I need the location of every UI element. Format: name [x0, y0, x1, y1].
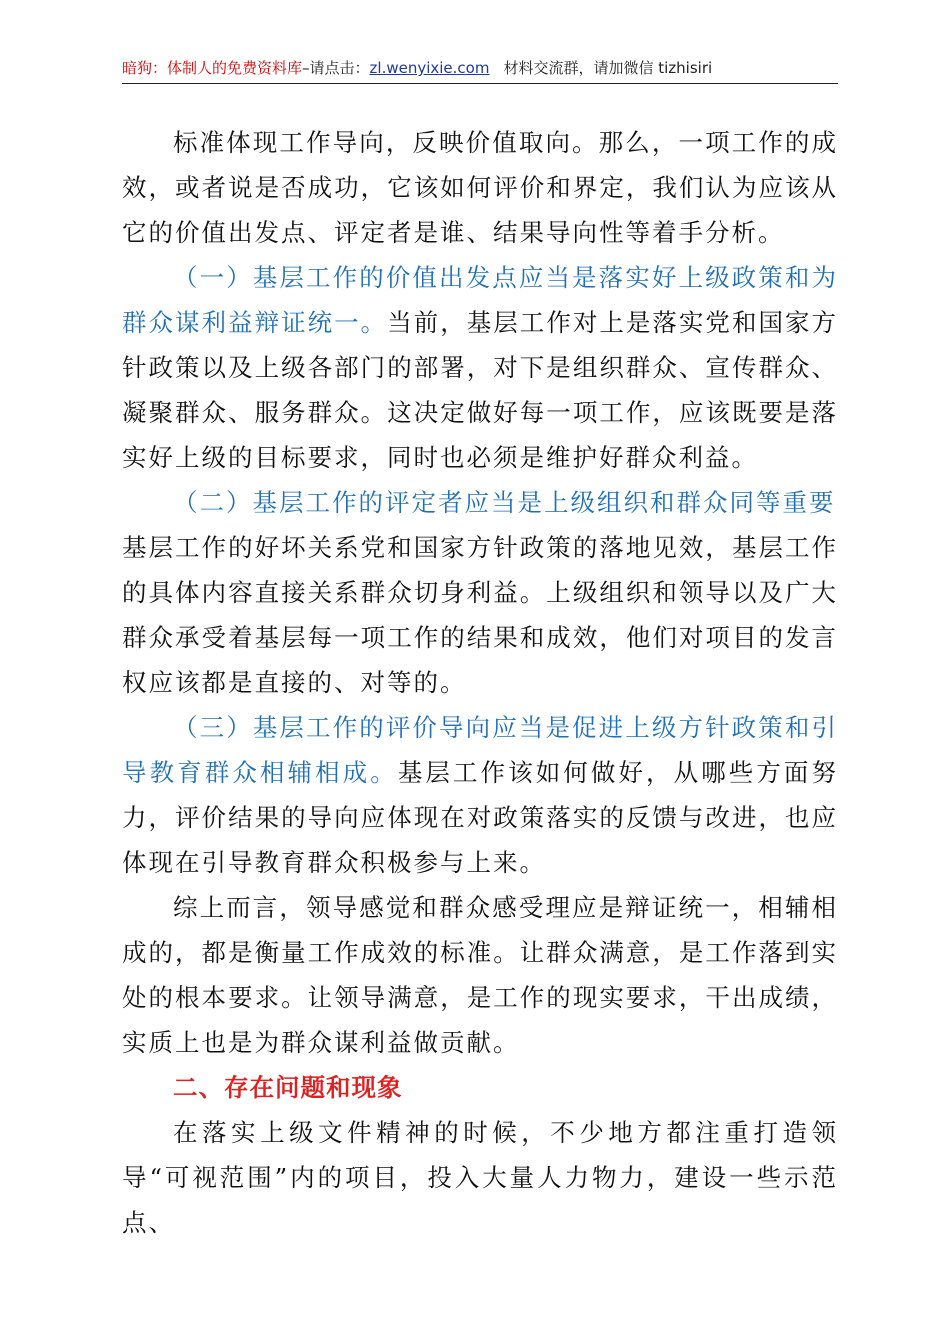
paragraph-orientation — [122, 705, 838, 885]
header-prompt: –请点击： — [302, 59, 370, 77]
header-link[interactable]: zl.wenyixie.com — [369, 59, 490, 77]
document-body — [122, 120, 838, 1245]
paragraph-problems: 在落实上级文件精神的时候，不少地方都注重打造领导“可视范围”内的项目，投入大量人力物力，建设一些示范点、 — [122, 1118, 838, 1237]
paragraph-value-origin — [122, 255, 838, 480]
paragraph-evaluators-body: 基层工作的好坏关系党和国家方针政策的落地见效，基层工作的具体内容直接关系群众切身利益。上级组织和领导以及广大群众承受着基层每一项工作的结果和成效，他们对项目的发言权应该都是直接的、对等的。 — [122, 533, 838, 697]
subheading-orientation: （三）基层工作的评价导向应当是促进上级方针政策和引导教育群众相辅相成。 — [122, 713, 838, 787]
paragraph-value-origin-body: 当前，基层工作对上是落实党和国家方针政策以及上级各部门的部署，对下是组织群众、宣传群众、凝聚群众、服务群众。这决定做好每一项工作，应该既要是落实好上级的目标要求，同时也必须是维护好群众利益。 — [122, 308, 839, 472]
section-title-problems: 二、存在问题和现象 — [173, 1073, 403, 1102]
paragraph-summary: 综上而言，领导感觉和群众感受理应是辩证统一，相辅相成的，都是衡量工作成效的标准。让群众满意，是工作落到实处的根本要求。让领导满意，是工作的现实要求，干出成绩，实质上也是为群众谋利益做贡献。 — [122, 893, 838, 1057]
header-wechat: 材料交流群，请加微信 tizhisiri — [503, 59, 713, 77]
subheading-evaluators: （二）基层工作的评定者应当是上级组织和群众同等重要 — [173, 488, 836, 517]
page-header — [122, 56, 838, 84]
paragraph-evaluators — [122, 480, 838, 525]
paragraph-orientation-body: 基层工作该如何做好，从哪些方面努力，评价结果的导向应体现在对政策落实的反馈与改进，也应体现在引导教育群众积极参与上来。 — [122, 758, 839, 877]
subheading-value-origin: （一）基层工作的价值出发点应当是落实好上级政策和为群众谋利益辩证统一。 — [122, 263, 838, 337]
header-brand: 暗狗：体制人的免费资料库 — [122, 59, 303, 77]
paragraph-intro: 标准体现工作导向，反映价值取向。那么，一项工作的成效，或者说是否成功，它该如何评价和界定，我们认为应该从它的价值出发点、评定者是谁、结果导向性等着手分析。 — [122, 128, 838, 247]
